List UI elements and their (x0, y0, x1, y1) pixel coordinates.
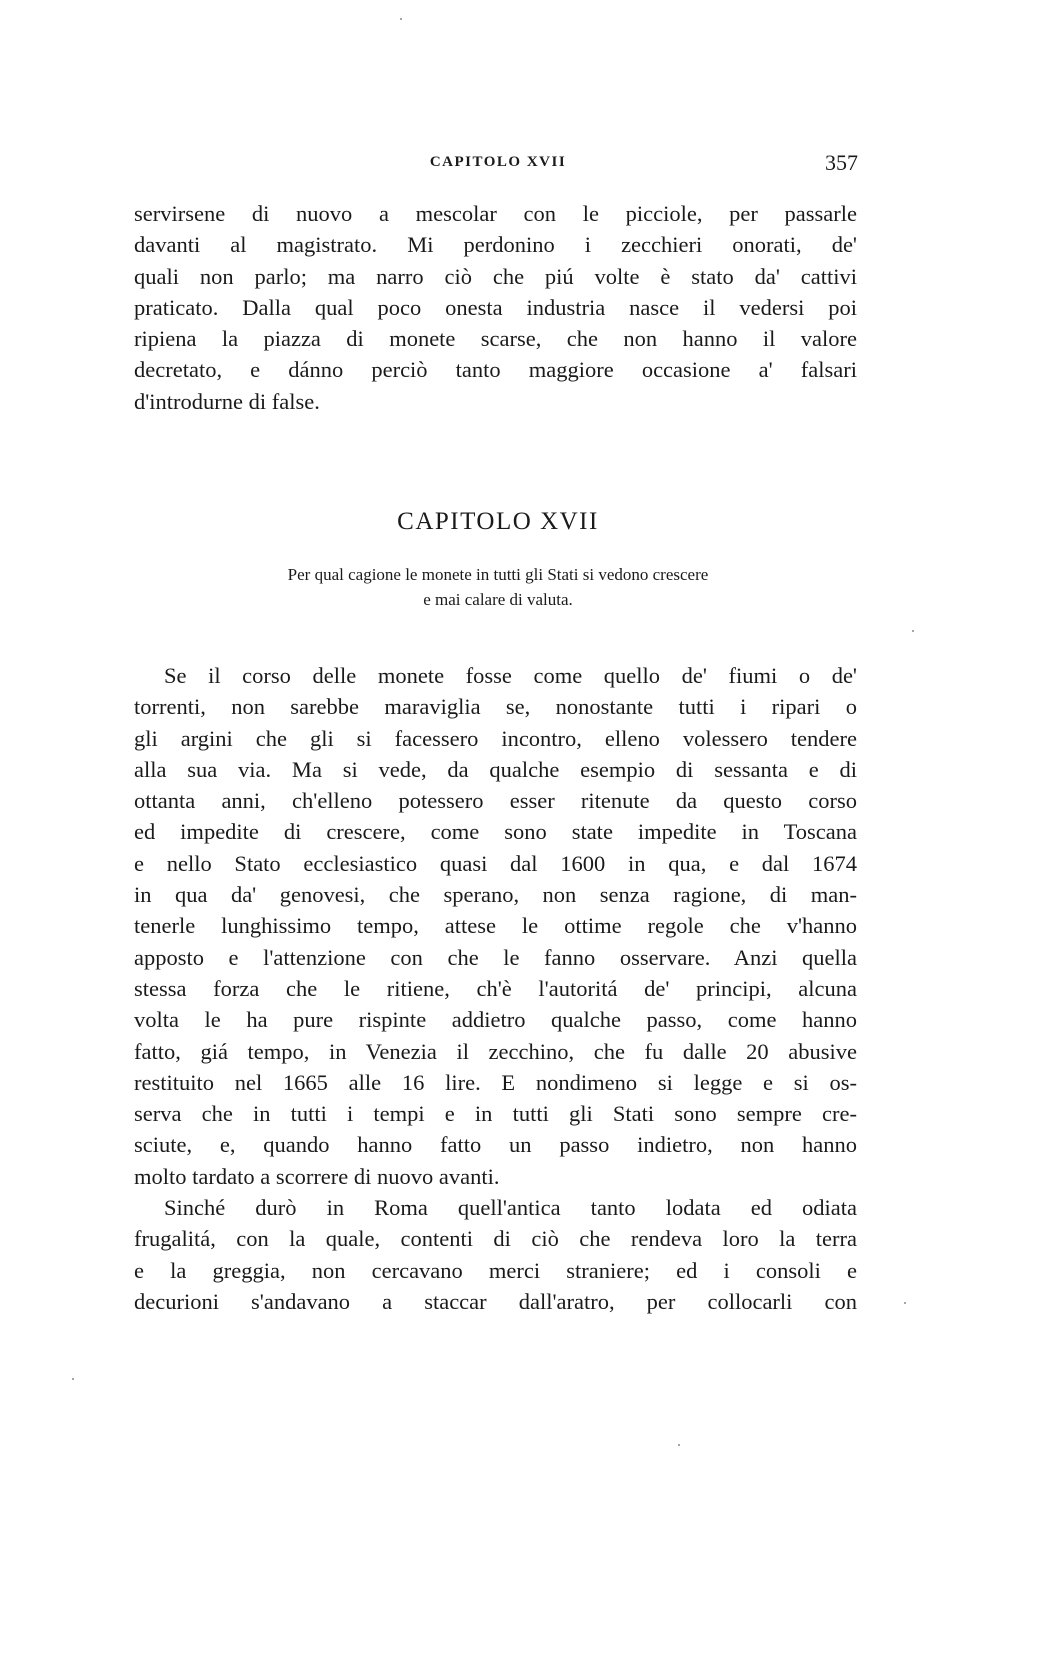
text-line: Sinché durò in Roma quell'antica tanto lodata ed odiata (164, 1195, 857, 1221)
text-line: frugalitá, con la quale, contenti di ciò che rendeva loro la terra (134, 1226, 857, 1252)
text-line: fatto, giá tempo, in Venezia il zecchino, che fu dalle 20 abusive (134, 1038, 857, 1064)
text-line: alla sua via. Ma si vede, da qualche esempio di sessanta e di (134, 756, 857, 782)
text-line: in qua da' genovesi, che sperano, non senza ragione, di man- (134, 882, 857, 908)
text-line: quali non parlo; ma narro ciò che piú volte è stato da' cattivi (134, 263, 857, 289)
text-line: decretato, e dánno perciò tanto maggiore occasione a' falsari (134, 357, 857, 383)
text-line: tenerle lunghissimo tempo, attese le ottime regole che v'hanno (134, 913, 857, 939)
chapter-title: CAPITOLO XVII (397, 508, 599, 535)
text-line: d'introdurne di false. (134, 388, 320, 414)
text-line: decurioni s'andavano a staccar dall'aratro, per collocarli con (134, 1288, 857, 1314)
page-number: 357 (825, 150, 858, 175)
text-line: ottanta anni, ch'elleno potessero esser ritenute da questo corso (134, 788, 857, 814)
paragraph (134, 198, 857, 417)
speck (912, 630, 914, 632)
running-head-title: CAPITOLO XVII (429, 154, 567, 170)
text-line: e la greggia, non cercavano merci straniere; ed i consoli e (134, 1257, 857, 1283)
chapter-body (134, 660, 857, 1317)
text-line: stessa forza che le ritiene, ch'è l'autoritá de' principi, alcuna (134, 975, 857, 1001)
subtitle-line: Per qual cagione le monete in tutti gli Stati si vedono crescere (287, 565, 709, 584)
text-line: molto tardato a scorrere di nuovo avanti. (134, 1163, 500, 1189)
text-line: torrenti, non sarebbe maraviglia se, nonostante tutti i ripari o (134, 694, 857, 720)
speck (400, 18, 402, 20)
speck (72, 1378, 74, 1380)
paragraph (134, 1192, 857, 1317)
subtitle-line: e mai calare di valuta. (423, 590, 573, 609)
text-line: restituito nel 1665 alle 16 lire. E nondimeno si legge e si os- (134, 1069, 857, 1095)
text-line: praticato. Dalla qual poco onesta industria nasce il vedersi poi (134, 294, 857, 320)
text-line: apposto e l'attenzione con che le fanno osservare. Anzi quella (134, 944, 857, 970)
text-line: gli argini che gli si facessero incontro, elleno volessero tendere (134, 725, 857, 751)
text-line: volta le ha pure rispinte addietro qualche passo, come hanno (134, 1007, 857, 1033)
running-head (138, 150, 858, 180)
text-line: Se il corso delle monete fosse come quello de' fiumi o de' (164, 663, 857, 688)
chapter-subtitle (138, 562, 858, 612)
text-line: serva che in tutti i tempi e in tutti gli Stati sono sempre cre- (134, 1101, 857, 1127)
previous-chapter-text (134, 198, 857, 417)
text-line: servirsene di nuovo a mescolar con le picciole, per passarle (134, 201, 857, 226)
text-line: ripiena la piazza di monete scarse, che non hanno il valore (134, 326, 857, 352)
speck (904, 1302, 906, 1304)
text-line: davanti al magistrato. Mi perdonino i zecchieri onorati, de' (134, 232, 857, 258)
text-line: ed impedite di crescere, come sono state impedite in Toscana (134, 819, 857, 845)
paragraph (134, 660, 857, 1192)
speck (678, 1444, 680, 1446)
text-line: sciute, e, quando hanno fatto un passo indietro, non hanno (134, 1132, 857, 1158)
text-line: e nello Stato ecclesiastico quasi dal 1600 in qua, e dal 1674 (134, 850, 857, 876)
